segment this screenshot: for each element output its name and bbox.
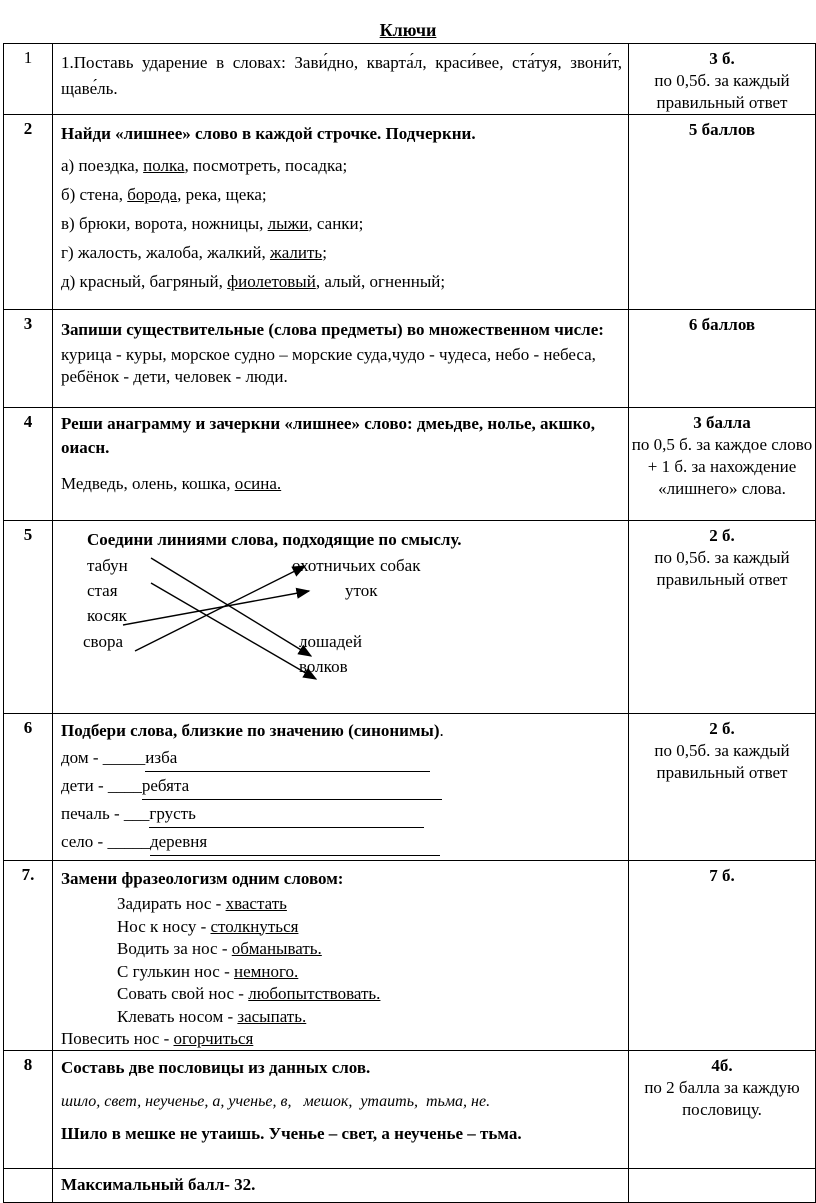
- match-line: [151, 558, 311, 656]
- score-head: 3 балла: [693, 413, 751, 432]
- task-cell: [53, 115, 629, 310]
- given-words: шило, свет, неученье, а, ученье, в, мешок, утаить, тьма, не.: [61, 1093, 491, 1110]
- task-cell: [53, 861, 629, 1051]
- table-row: [4, 861, 816, 1051]
- task-heading: Замени фразеологизм одним словом:: [61, 869, 344, 888]
- matching-area: [61, 553, 622, 713]
- task-heading: Запиши существительные (слова предметы) во множественном числе:: [61, 320, 604, 339]
- answer-key-table: [3, 43, 816, 1203]
- total-score: Максимальный балл- 32.: [61, 1175, 256, 1194]
- task-heading: Подбери слова, близкие по значению (синонимы): [61, 721, 440, 740]
- score-note: по 0,5б. за каждый правильный ответ: [654, 741, 790, 782]
- right-word: охотничьих собак: [292, 556, 421, 575]
- match-line: [135, 566, 305, 651]
- list-item: Задирать нос - хвастать: [117, 894, 287, 913]
- table-row: [4, 408, 816, 521]
- task-heading: Реши анаграмму и зачеркни «лишнее» слово: дмеьдве, нолье, акшко, оиасн.: [61, 414, 596, 457]
- page-title: Ключи: [379, 20, 437, 40]
- score-head: 3 б.: [709, 49, 735, 68]
- task-answer: Шило в мешке не утаишь. Ученье – свет, а неученье – тьма.: [61, 1124, 522, 1143]
- task-answer: Медведь, олень, кошка, осина.: [61, 474, 282, 493]
- right-word: уток: [345, 581, 378, 600]
- table-row: [4, 1051, 816, 1169]
- score-cell: [629, 44, 816, 115]
- task-cell: [53, 1051, 629, 1169]
- task-heading: Составь две пословицы из данных слов.: [61, 1058, 371, 1077]
- score-note: по 0,5 б. за каждое слово + 1 б. за нахождение «лишнего» слова.: [631, 435, 813, 498]
- row-number: 4: [4, 408, 53, 521]
- score-head: 2 б.: [709, 719, 735, 738]
- list-item: Нос к носу - столкнуться: [117, 916, 299, 936]
- empty-cell: [4, 1169, 53, 1203]
- table-row: [4, 1169, 816, 1203]
- score-note: по 0,5б. за каждый правильный ответ: [654, 548, 790, 589]
- left-word: табун: [87, 556, 128, 575]
- right-word: волков: [299, 657, 348, 676]
- empty-cell: [629, 1169, 816, 1203]
- match-line: [123, 591, 309, 625]
- score-cell: [629, 408, 816, 521]
- row-number: 6: [4, 714, 53, 861]
- list-item: дом - _____изба: [61, 744, 622, 772]
- row-number: 8: [4, 1051, 53, 1169]
- score-cell: [629, 1051, 816, 1169]
- list-item: а) поездка, полка, посмотреть, посадка;: [61, 156, 348, 175]
- task-cell: [53, 1169, 629, 1203]
- task-heading: Соедини линиями слова, подходящие по смыслу.: [87, 530, 462, 549]
- list-item: Совать свой нос - любопытствовать.: [117, 984, 381, 1003]
- row-number: 2: [4, 115, 53, 310]
- row-number: 7.: [4, 861, 53, 1051]
- left-word: стая: [87, 581, 118, 600]
- task-cell: [53, 408, 629, 521]
- row-number: 1: [4, 44, 53, 115]
- list-item: д) красный, багряный, фиолетовый, алый, огненный;: [61, 272, 446, 291]
- task-answer: курица - куры, морское судно – морские суда,чудо - чудеса, небо - небеса, ребёнок - дети, человек - люди.: [61, 345, 596, 386]
- list-item: г) жалость, жалоба, жалкий, жалить;: [61, 243, 327, 262]
- score-cell: [629, 861, 816, 1051]
- table-row: [4, 115, 816, 310]
- score-cell: [629, 714, 816, 861]
- score-cell: [629, 115, 816, 310]
- list-item: С гулькин нос - немного.: [117, 961, 299, 981]
- row-number: 3: [4, 310, 53, 408]
- score-note: по 0,5б. за каждый правильный ответ: [654, 71, 790, 112]
- row-number: 5: [4, 521, 53, 714]
- list-item: печаль - ___грусть: [61, 800, 622, 828]
- list-item: Клевать носом - засыпать.: [117, 1006, 307, 1026]
- table-row: [4, 521, 816, 714]
- score-head: 6 баллов: [688, 315, 756, 334]
- list-item: Повесить нос - огорчиться: [61, 1029, 254, 1048]
- score-note: по 2 балла за каждую пословицу.: [644, 1078, 800, 1119]
- table-row: [4, 714, 816, 861]
- score-head: 2 б.: [709, 526, 735, 545]
- matching-lines: [61, 553, 621, 703]
- table-row: [4, 44, 816, 115]
- task-cell: [53, 310, 629, 408]
- left-word: свора: [83, 632, 124, 651]
- task-cell: [53, 521, 629, 714]
- task-cell: Подбери слова, близкие по значению (синонимы). дом - _____изба дети - ____ребята печаль - ___грусть село - _____деревня: [53, 714, 629, 861]
- score-head: 4б.: [711, 1056, 733, 1075]
- table-row: [4, 310, 816, 408]
- list-item: б) стена, борода, река, щека;: [61, 185, 267, 204]
- score-cell: [629, 310, 816, 408]
- list-item: село - _____деревня: [61, 828, 622, 856]
- left-word: косяк: [87, 606, 127, 625]
- score-cell: [629, 521, 816, 714]
- score-head: 5 баллов: [688, 120, 756, 139]
- task-heading: Найди «лишнее» слово в каждой строчке. Подчеркни.: [61, 124, 476, 143]
- right-word: лошадей: [299, 632, 362, 651]
- list-item: Водить за нос - обманывать.: [117, 939, 322, 958]
- score-head: 7 б.: [709, 866, 735, 885]
- task-text: 1.Поставь ударение в словах: Зави́дно, кварта́л, краси́вее, ста́туя, звони́т, щаве́ль.: [53, 44, 629, 115]
- list-item: дети - ____ребята: [61, 772, 622, 800]
- list-item: в) брюки, ворота, ножницы, лыжи, санки;: [61, 214, 364, 233]
